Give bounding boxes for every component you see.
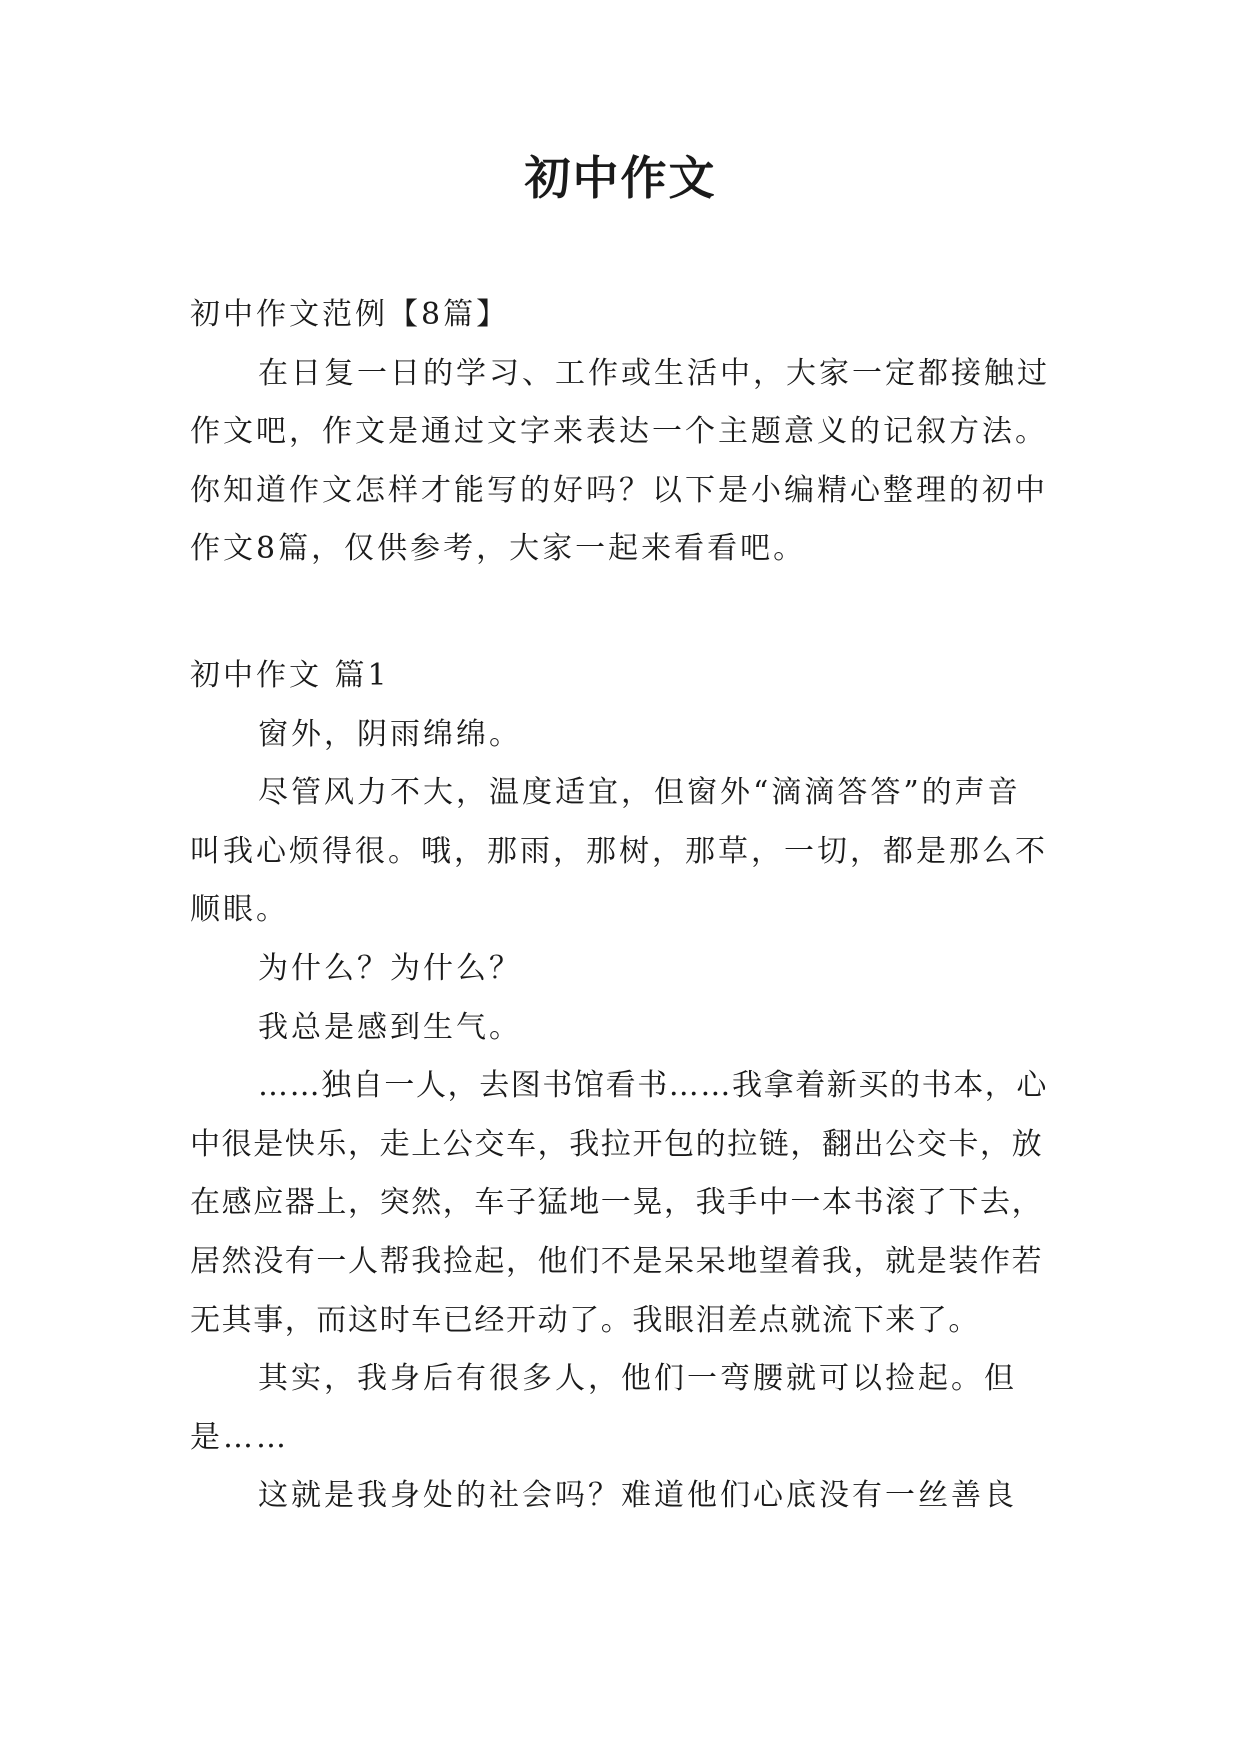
body-paragraph: 这就是我身处的社会吗？难道他们心底没有一丝善良 xyxy=(258,1478,1017,1514)
document-title: 初中作文 xyxy=(524,151,717,205)
body-paragraph: 尽管风力不大，温度适宜，但窗外“滴滴答答”的声音叫我心烦得很。哦，那雨，那树，那草，一切，都是那么不顺眼。 xyxy=(190,775,1048,928)
section-spacer xyxy=(190,579,1050,647)
body-paragraph: 其实，我身后有很多人，他们一弯腰就可以捡起。但是…… xyxy=(190,1361,1017,1455)
body-paragraph: ……独自一人，去图书馆看书……我拿着新买的书本，心中很是快乐，走上公交车，我拉开包的拉链，翻出公交卡，放在感应器上，突然，车子猛地一晃，我手中一本书滚了下去，居然没有一人帮我捡起，他们不是呆呆地望着我，就是装作若无其事，而这时车已经开动了。我眼泪差点就流下来了。 xyxy=(190,1068,1048,1338)
body-paragraph: 为什么？为什么？ xyxy=(258,950,522,986)
document-body xyxy=(190,286,1050,1526)
intro-paragraph: 在日复一日的学习、工作或生活中，大家一定都接触过作文吧，作文是通过文字来表达一个主题意义的记叙方法。你知道作文怎样才能写的好吗？以下是小编精心整理的初中作文8篇，仅供参考，大家一起来看看吧。 xyxy=(190,355,1050,567)
body-paragraph: 窗外，阴雨绵绵。 xyxy=(258,716,522,752)
section-heading: 初中作文 篇1 xyxy=(190,657,390,693)
intro-heading: 初中作文范例【8篇】 xyxy=(190,297,510,332)
body-paragraph: 我总是感到生气。 xyxy=(258,1009,522,1045)
